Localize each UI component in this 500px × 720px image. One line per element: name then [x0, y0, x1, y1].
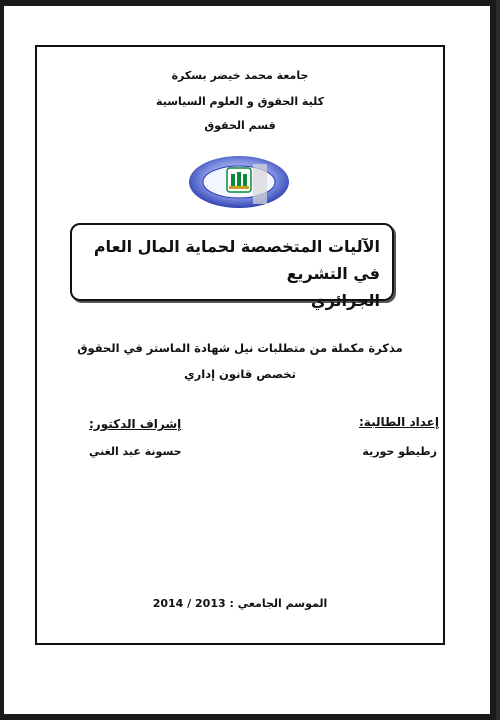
- student-name: زطيطو حورية: [362, 445, 437, 458]
- academic-year: الموسم الجامعي : 2013 / 2014: [152, 597, 328, 610]
- faculty-name: كلية الحقوق و العلوم السياسية: [156, 95, 324, 108]
- supervisor-name: حسونة عبد الغني: [89, 445, 182, 458]
- department-name: قسم الحقوق: [204, 119, 276, 132]
- university-logo: [187, 154, 291, 210]
- thesis-title-box: [70, 223, 394, 310]
- degree-statement: مذكرة مكملة من متطلبات نيل شهادة الماستر في الحقوق: [77, 341, 403, 355]
- thesis-title-line-1: الآليات المتخصصة لحماية المال العام في التشريع: [93, 237, 380, 283]
- page-edge: [496, 0, 500, 720]
- logo-emblem-icon: [187, 154, 291, 210]
- thesis-title-line-2: الجزائري: [310, 291, 380, 310]
- specialization: تخصص قانون إداري: [184, 367, 296, 381]
- supervisor-label: إشراف الدكتور:: [89, 417, 182, 431]
- document-page: [4, 6, 490, 714]
- page-frame: [35, 45, 445, 645]
- student-label: إعداد الطالبة:: [359, 415, 439, 429]
- university-name: جامعة محمد خيضر بسكرة: [171, 69, 309, 82]
